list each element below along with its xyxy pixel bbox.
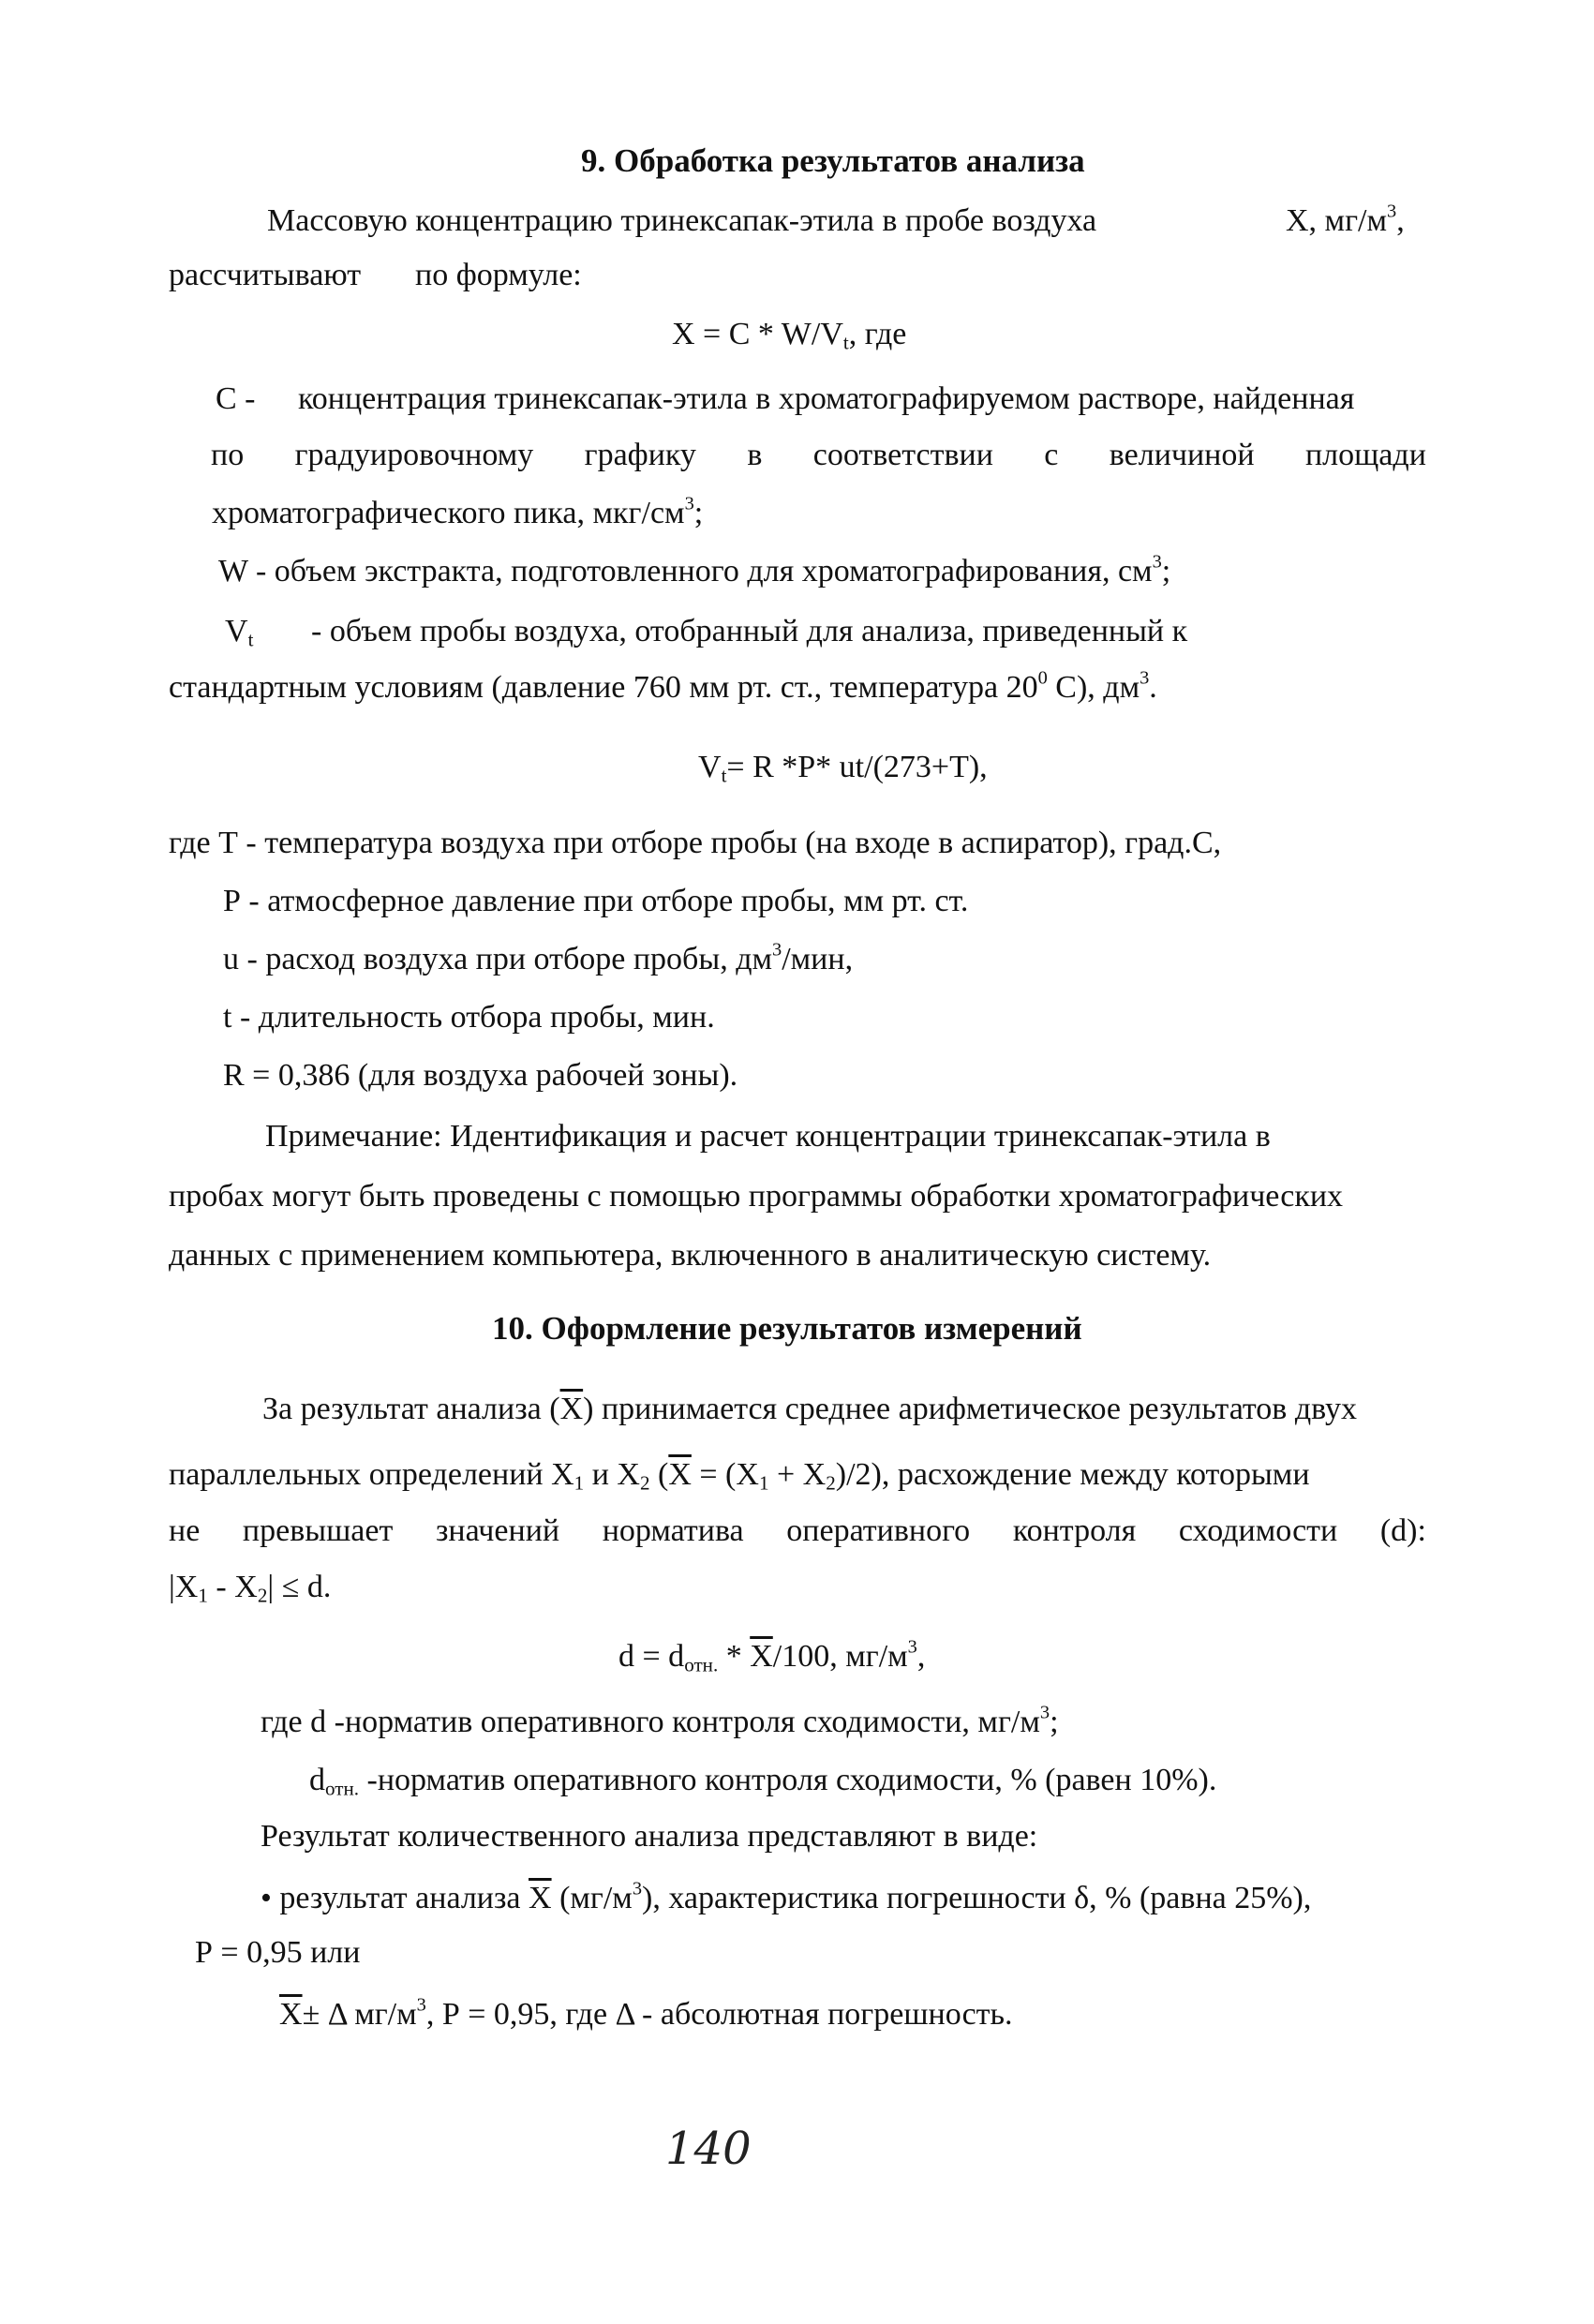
result-absolute-line: $\overline{X}\pm \Delta$ $мг/м^3$, Р = 0,95, где Δ - абсолютная погрешность. — [279, 1994, 1013, 2032]
page-number: 140 — [665, 2123, 752, 2175]
intro-line-2b: по формуле: — [415, 258, 582, 292]
formula-main: $X = C * W/V_t$, где — [672, 317, 907, 354]
formula-d: $d = d_{отн.} * \overline{X}/100$, $мг/м^3$, — [618, 1636, 926, 1676]
section-10-title: 10. Оформление результатов измерений — [492, 1310, 1082, 1347]
c-definition-line-2: по градуировочному графику в соответствии с величиной площади — [211, 438, 1426, 472]
w-definition: W - объем экстракта, подготовленного для хроматографирования, $см^3$; — [218, 551, 1171, 588]
note-line-1: Примечание: Идентификация и расчет концентрации тринексапак-этила в — [265, 1119, 1271, 1154]
u-definition: u - расход воздуха при отборе пробы, $дм^3$/мин, — [223, 939, 854, 976]
difference-condition: $|X_1 - X_2| \le d$. — [169, 1570, 332, 1607]
result-paragraph-line-3: не превышает значений норматива оперативного контроля сходимости (d): — [169, 1513, 1426, 1548]
intro-line-2a: рассчитывают — [169, 258, 362, 292]
t-duration-definition: t - длительность отбора пробы, мин. — [223, 1000, 715, 1035]
c-definition-line-1: концентрация тринексапак-этила в хроматографируемом растворе, найденная — [298, 381, 1355, 416]
bullet-icon: • — [261, 1881, 272, 1915]
formula-vt: $V_t= R$ *P* ut/(273+T), — [698, 750, 988, 787]
intro-line-1: Массовую концентрацию тринексапак-этила в пробе воздуха — [267, 203, 1097, 238]
v-definition-line-1: - объем пробы воздуха, отобранный для анализа, приведенный к — [311, 614, 1188, 648]
p-definition: Р - атмосферное давление при отборе пробы, мм рт. ст. — [223, 884, 969, 918]
result-paragraph-line-1: За результат анализа $(\overline{X})$ принимается среднее арифметическое результатов двух — [262, 1392, 1358, 1426]
v-definition-line-2: стандартным условиям (давление 760 мм рт. ст., температура $20^0$ С), $дм^3$. — [169, 667, 1157, 705]
result-bullet-line: • результат анализа $\overline{X}$ $(мг/м^3)$, характеристика погрешности δ, % (равна 25%), — [261, 1878, 1312, 1915]
c-label: С - — [216, 381, 256, 416]
intro-x-unit: X, $мг/м^3$, — [1286, 201, 1405, 238]
note-line-3: данных с применением компьютера, включенного в аналитическую систему. — [169, 1238, 1212, 1273]
section-9-title: 9. Обработка результатов анализа — [581, 142, 1085, 179]
result-form-intro: Результат количественного анализа представляют в виде: — [261, 1819, 1038, 1854]
c-definition-line-3: хроматографического пика, мкг/$см^3$; — [212, 493, 704, 530]
result-paragraph-line-2: параллельных определений $X_1$ и $X_2$ $(\overline{X} = (X_1 + X_2)/2)$, расхождение между которыми — [169, 1457, 1310, 1495]
r-definition: R = 0,386 (для воздуха рабочей зоны). — [223, 1058, 738, 1093]
d-definition: где d -норматив оперативного контроля сходимости, $мг/м^3$; — [261, 1702, 1059, 1739]
note-line-2: пробах могут быть проведены с помощью программы обработки хроматографических — [169, 1179, 1344, 1214]
d-rel-definition: $d_{отн.}$ -норматив оперативного контроля сходимости, % (равен 10%). — [309, 1763, 1217, 1800]
result-probability-line: Р = 0,95 или — [195, 1935, 361, 1970]
v-label: $V_t$ — [225, 614, 254, 651]
t-temp-definition: где Т - температура воздуха при отборе пробы (на входе в аспиратор), град.С, — [169, 826, 1222, 860]
